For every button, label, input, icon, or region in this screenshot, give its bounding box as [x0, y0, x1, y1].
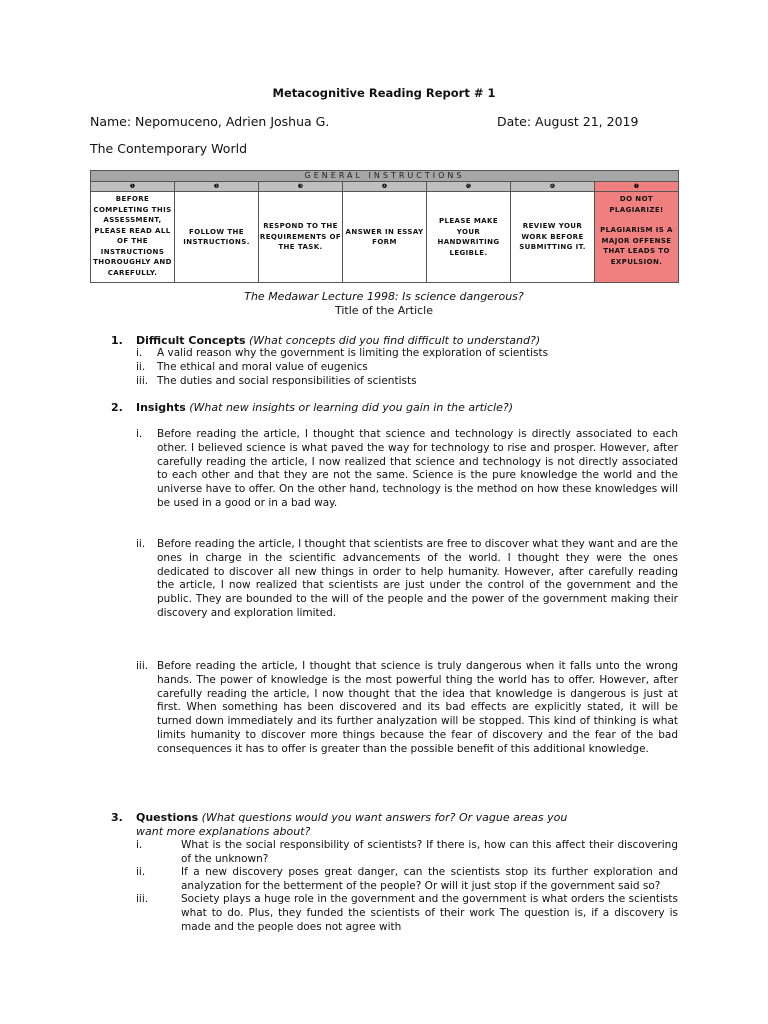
general-instructions-table	[90, 170, 679, 283]
list-item-text: The duties and social responsibilities of scientists	[157, 375, 417, 387]
list-item	[136, 346, 676, 360]
list-item	[136, 374, 676, 388]
difficult-concepts-list	[136, 346, 676, 388]
list-marker: ii.	[136, 361, 146, 373]
instruction-2: FOLLOW THE INSTRUCTIONS.	[175, 192, 259, 283]
section-prompt: (What questions would you want answers for? Or vague areas you	[201, 811, 568, 824]
instruction-number-4: ❹	[343, 182, 427, 192]
student-name: Name: Nepomuceno, Adrien Joshua G.	[90, 114, 330, 129]
list-item	[136, 866, 678, 893]
instruction-7	[595, 192, 679, 283]
list-marker: i.	[136, 839, 143, 851]
insight-text: Before reading the article, I thought that science is truly dangerous when it falls unto the wrong hands. The power of knowledge is the most powerful thing the world has to offer. However, after carefully reading the article, I now thought that the idea that knowledge is dangerous is just at first. When something has been discovered and its bad effects are explicitly stated, it will be turned down immediately and its further analyzation will be stopped. This kind of thinking is what limits humanity to discover more things because the fear of discovery and the fear of the bad consequences it has to offer is greater than the possible benefit of this additional knowledge.	[157, 660, 678, 755]
list-marker: iii.	[136, 660, 149, 672]
list-item	[136, 360, 676, 374]
insight-text: Before reading the article, I thought that science and technology is directly associated to each other. I believed science is what paved the way for technology to rise and prosper. However, after carefully reading the article, I now realized that science and technology is not directly associated to each other and that they are not the same. Science is the pure knowledge the world and the universe have to offer. On the other hand, technology is the method on how these knowledges will be used in a good or in a bad way.	[157, 428, 678, 509]
question-text: If a new discovery poses great danger, can the scientists stop its further exploration and analyzation for the betterment of the people? Or will it just stop if the government said so?	[181, 866, 678, 892]
instruction-4: ANSWER IN ESSAY FORM	[343, 192, 427, 283]
list-marker: i.	[136, 428, 143, 440]
instruction-number-1: ❶	[91, 182, 175, 192]
instruction-6: REVIEW YOUR WORK BEFORE SUBMITTING IT.	[511, 192, 595, 283]
instruction-5: PLEASE MAKE YOUR HANDWRITING LEGIBLE.	[427, 192, 511, 283]
list-marker: ii.	[136, 866, 146, 879]
list-marker: iii.	[136, 375, 149, 387]
course-name: The Contemporary World	[90, 141, 248, 156]
question-text: Society plays a huge role in the government and the government is what orders the scientists what to do. Plus, they funded the scientists of their work The question is, if a discovery is made and the people does not agree with	[181, 893, 678, 933]
instruction-3: RESPOND TO THE REQUIREMENTS OF THE TASK.	[259, 192, 343, 283]
article-title: The Medawar Lecture 1998: Is science dangerous?	[244, 290, 524, 303]
question-text: What is the social responsibility of scientists? If there is, how can this affect their discovering of the unknown?	[181, 839, 678, 865]
section-prompt: (What concepts did you find difficult to understand?)	[249, 334, 541, 347]
list-item	[136, 893, 678, 934]
plagiarism-warning: PLAGIARISM IS A MAJOR OFFENSE THAT LEADS TO EXPULSION.	[600, 226, 673, 266]
questions-list	[136, 839, 678, 934]
instruction-number-5: ❺	[427, 182, 511, 192]
list-item-text: A valid reason why the government is limiting the exploration of scientists	[157, 347, 549, 359]
instruction-number-3: ❸	[259, 182, 343, 192]
instructions-heading: GENERAL INSTRUCTIONS	[91, 171, 679, 182]
insight-text: Before reading the article, I thought that scientists are free to discover what they want and are the ones in charge in the scientific advancements of the world. I thought they were the ones dedicated to discover all new things in order to help humanity. However, after carefully reading the article, I now realized that scientists are just under the control of the government and the public. They are bounded to the will of the people and the power of the government making their discovery and exploration limited.	[157, 538, 678, 619]
list-item-text: The ethical and moral value of eugenics	[157, 361, 368, 373]
list-marker: iii.	[136, 893, 149, 906]
section-number: 3.	[111, 811, 123, 824]
section-title: Insights	[136, 401, 186, 414]
no-plagiarism-label: DO NOT PLAGIARIZE!	[609, 195, 664, 214]
list-item	[136, 839, 678, 866]
section-title: Difficult Concepts	[136, 334, 246, 347]
section-title: Questions	[136, 811, 199, 824]
list-marker: ii.	[136, 538, 146, 550]
insight-paragraph	[136, 538, 678, 621]
instruction-number-2: ❷	[175, 182, 259, 192]
report-date: Date: August 21, 2019	[497, 114, 639, 129]
section-prompt-cont: want more explanations about?	[136, 825, 311, 838]
document-title: Metacognitive Reading Report # 1	[272, 86, 496, 100]
section-number: 2.	[111, 401, 123, 414]
instruction-1: BEFORE COMPLETING THIS ASSESSMENT, PLEASE READ ALL OF THE INSTRUCTIONS THOROUGHLY AND CAREFULLY.	[91, 192, 175, 283]
list-marker: i.	[136, 347, 143, 359]
insight-paragraph	[136, 660, 678, 757]
section-prompt: (What new insights or learning did you gain in the article?)	[189, 401, 513, 414]
instruction-number-7: ❼	[595, 182, 679, 192]
instruction-number-6: ❻	[511, 182, 595, 192]
article-title-label: Title of the Article	[334, 304, 433, 317]
section-number: 1.	[111, 334, 123, 347]
insight-paragraph	[136, 428, 678, 511]
